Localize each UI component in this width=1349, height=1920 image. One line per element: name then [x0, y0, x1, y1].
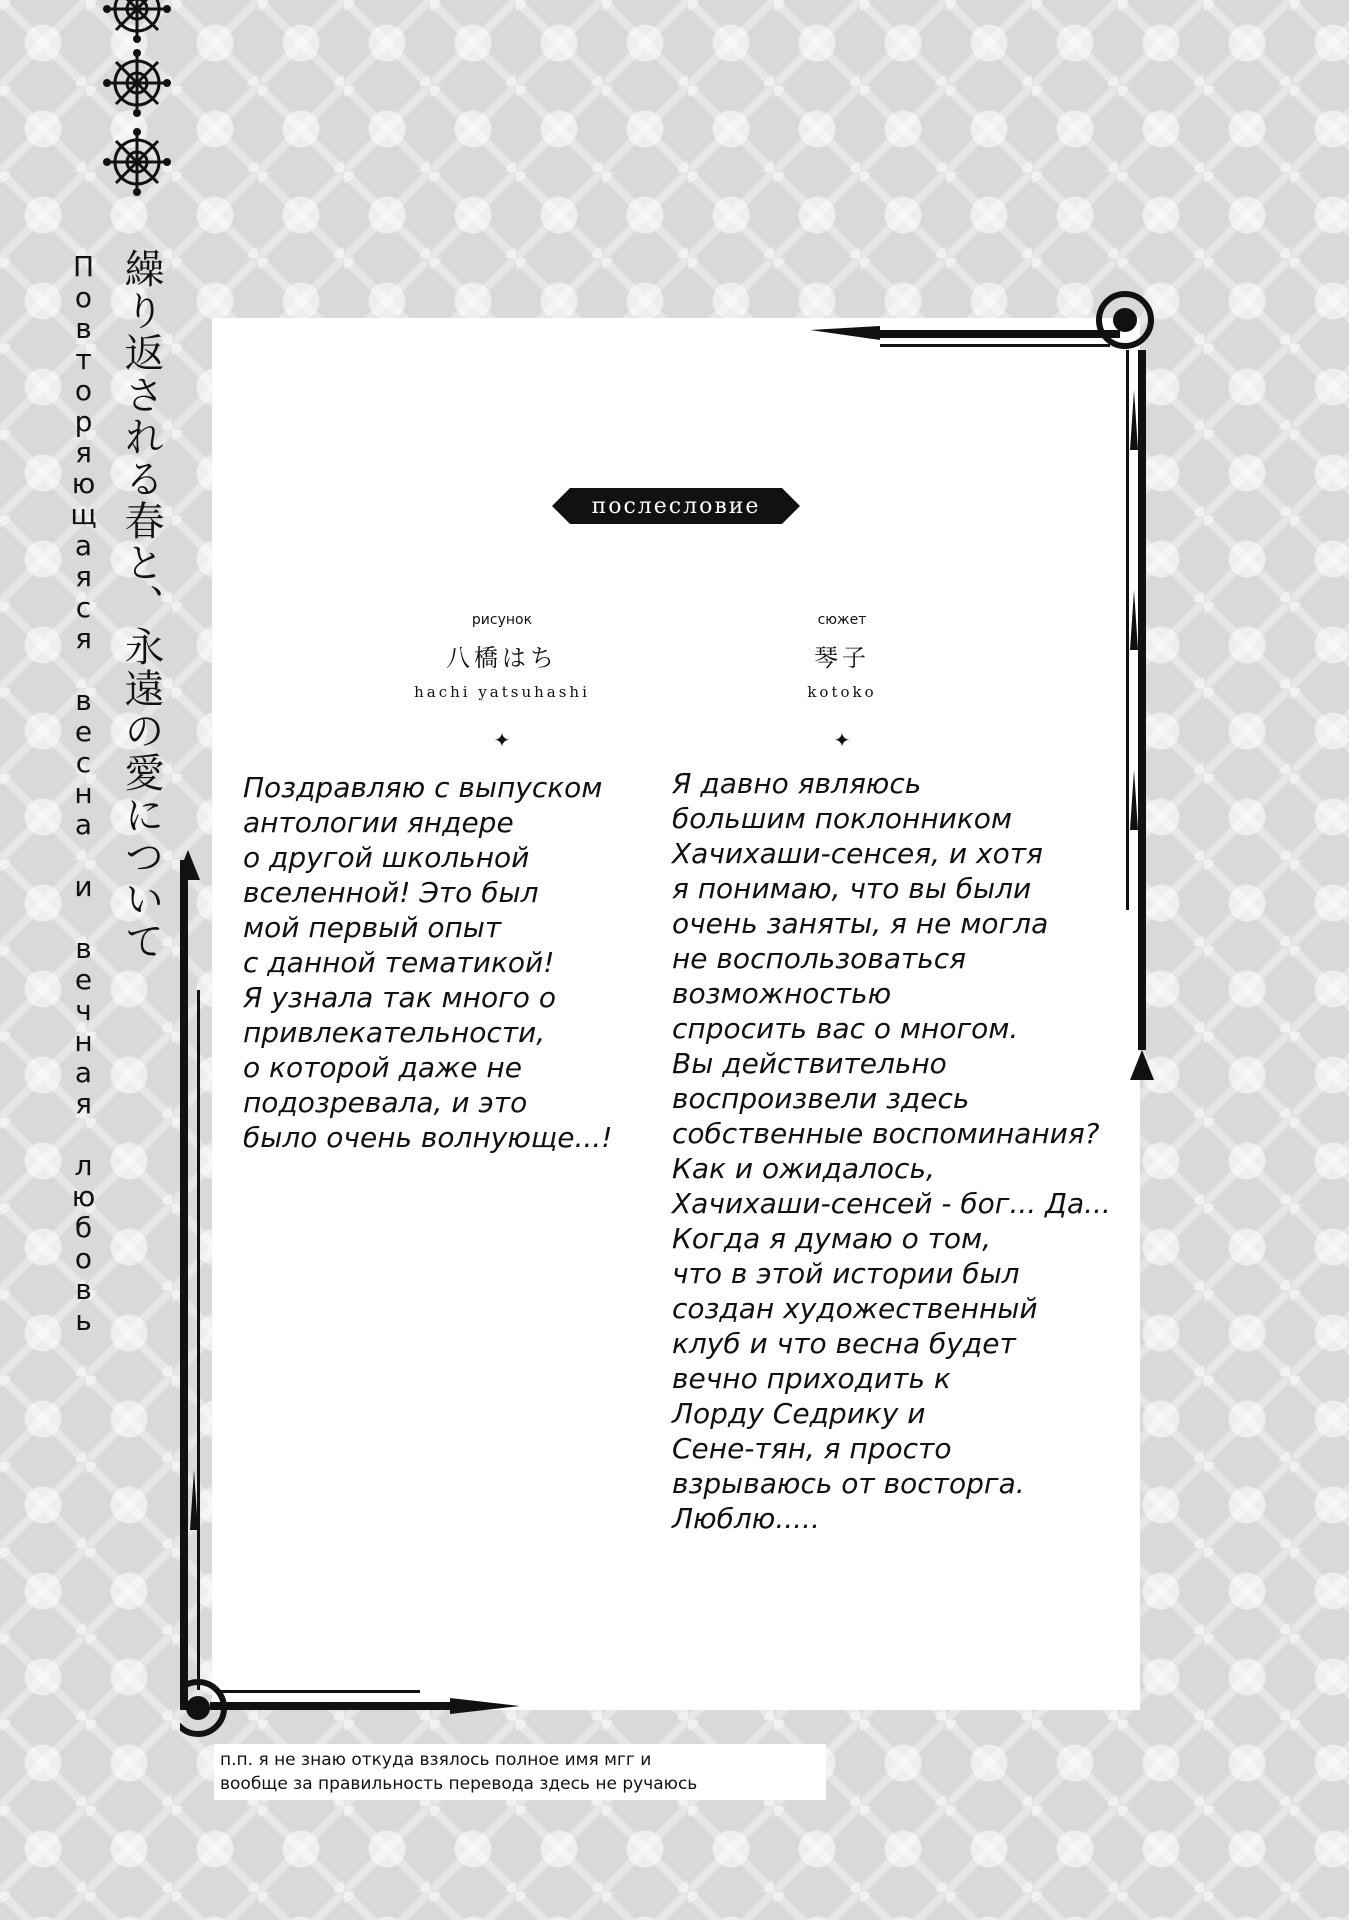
message-art-line: о которой даже не: [243, 1051, 522, 1084]
message-art-line: подозревала, и это: [243, 1086, 528, 1119]
message-story-line: Когда я думаю о том,: [672, 1222, 992, 1255]
snowflake-ornament-icon: [102, 127, 172, 197]
credit-art-role: рисунок: [471, 612, 533, 628]
message-story-line: Как и ожидалось,: [672, 1152, 935, 1185]
message-art-line: было очень волнующе...!: [243, 1121, 613, 1154]
message-story-line: Хачихаши-сенсея, и хотя: [672, 837, 1043, 870]
message-art-line: антологии яндере: [243, 806, 514, 839]
message-art-line: с данной тематикой!: [243, 946, 555, 979]
message-art-line: вселенной! Это был: [243, 876, 539, 909]
credit-art-name-jp: 八橋はち: [446, 644, 558, 672]
sparkle-divider-icon: ✦: [833, 728, 851, 752]
message-art-line: о другой школьной: [243, 841, 530, 874]
frame-corner-top-right-icon: [810, 294, 1151, 347]
message-story-line: Вы действительно: [672, 1047, 947, 1080]
message-story-line: создан художественный: [672, 1292, 1038, 1325]
message-art-line: Поздравляю с выпуском: [243, 771, 603, 804]
badge-label: послесловие: [591, 493, 761, 519]
message-story-line: воспроизвели здесь: [672, 1082, 970, 1115]
message-story-line: спросить вас о многом.: [672, 1012, 1019, 1045]
message-story-line: взрываюсь от восторга.: [672, 1467, 1025, 1500]
message-story-line: большим поклонником: [672, 802, 1012, 835]
message-story-line: вечно приходить к: [672, 1362, 951, 1395]
message-story-line: Люблю.....: [672, 1502, 820, 1535]
message-story-line: клуб и что весна будет: [672, 1327, 1016, 1360]
message-art-line: мой первый опыт: [243, 911, 502, 944]
credit-story-role: сюжет: [817, 612, 867, 628]
afterword-badge: [552, 488, 800, 524]
message-story-line: Я давно являюсь: [672, 767, 922, 800]
vertical-title-russian: Повторяющаяся весна и вечная любовь: [67, 250, 100, 1335]
translator-note: [214, 1744, 826, 1800]
message-story-line: очень заняты, я не могла: [672, 907, 1049, 940]
sparkle-divider-icon: ✦: [493, 728, 511, 752]
message-art-line: привлекательности,: [243, 1016, 546, 1049]
credit-story-name-jp: 琴子: [814, 644, 870, 672]
message-story-line: Лорду Седрику и: [672, 1397, 926, 1430]
message-art-line: Я узнала так много о: [243, 981, 556, 1014]
message-story-line: Хачихаши-сенсей - бог... Да...: [672, 1187, 1111, 1220]
vertical-title-japanese: 繰り返される春と、永遠の愛について: [118, 248, 164, 962]
message-story-line: Сене-тян, я просто: [672, 1432, 952, 1465]
credit-story-name-romaji: kotoko: [807, 683, 877, 701]
message-story-line: возможностью: [672, 977, 892, 1010]
credit-story: [712, 612, 972, 701]
message-story-line: что в этой истории был: [672, 1257, 1020, 1290]
credit-art: [372, 612, 632, 701]
translator-note-line: п.п. я не знаю откуда взялось полное имя мгг и: [220, 1750, 652, 1770]
message-story-line: собственные воспоминания?: [672, 1117, 1100, 1150]
credit-art-name-romaji: hachi yatsuhashi: [414, 683, 590, 701]
snowflake-ornament-icon: [102, 0, 172, 44]
snowflake-ornament-icon: [102, 48, 172, 118]
message-story: [672, 766, 1111, 1536]
translator-note-line: вообще за правильность перевода здесь не ручаюсь: [220, 1774, 698, 1794]
message-story-line: не воспользоваться: [672, 942, 967, 975]
message-art: [243, 770, 612, 1155]
message-story-line: я понимаю, что вы были: [672, 872, 1032, 905]
